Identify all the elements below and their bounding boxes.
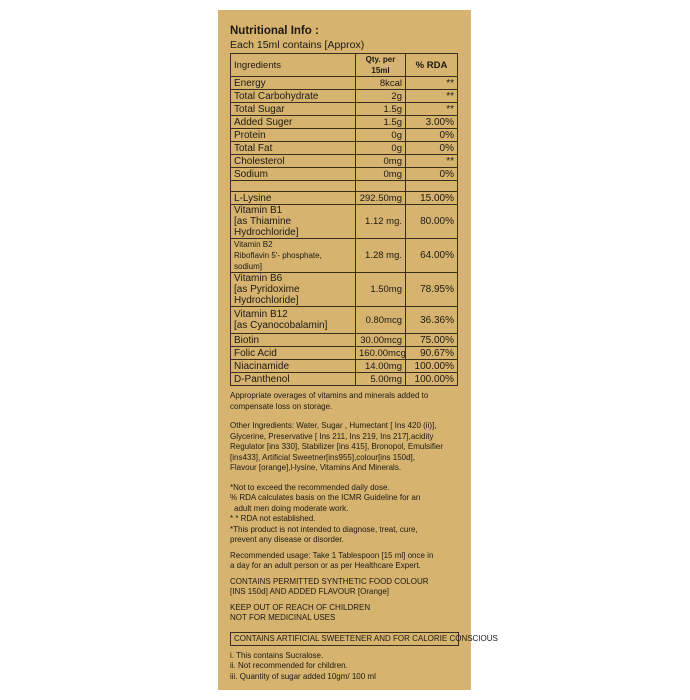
text-line: Flavour [orange],l-lysine, Vitamins And Minerals. — [230, 463, 402, 472]
table-row — [231, 168, 458, 181]
text-line: *This product is not intended to diagnose, treat, cure, — [230, 524, 418, 534]
ingredient-rda: 64.00% — [406, 239, 458, 273]
ingredient-name: Niacinamide — [231, 360, 356, 373]
product-label-panel — [218, 10, 498, 690]
header-qty: Qty. per 15ml — [356, 54, 406, 77]
text-line: Regulator [ins 330], Stabilizer [ins 415], Bronopol, Emulsifier — [230, 442, 443, 451]
text-line: * * RDA not established. — [230, 514, 316, 523]
text-line: adult men doing moderate work. — [234, 503, 349, 513]
ingredient-rda: 100.00% — [406, 360, 458, 373]
table-row — [231, 155, 458, 168]
vitamin-name: Vitamin B1 — [234, 205, 283, 216]
ingredient-qty: 0mg — [356, 155, 406, 168]
serving-size: Each 15ml contains [Approx) — [230, 39, 365, 51]
ingredient-rda: 78.95% — [406, 273, 458, 307]
ingredient-name: Total Sugar — [231, 103, 356, 116]
nutrition-table — [230, 53, 458, 386]
table-row — [231, 373, 458, 386]
ingredient-rda: 0% — [406, 168, 458, 181]
table-row — [231, 116, 458, 129]
ingredient-name: Biotin — [231, 334, 356, 347]
ingredient-rda: 0% — [406, 129, 458, 142]
table-row — [231, 142, 458, 155]
ingredient-qty: 2g — [356, 90, 406, 103]
ingredient-rda: 75.00% — [406, 334, 458, 347]
ingredient-qty: 0.80mcg — [356, 307, 406, 334]
header-ingredients: Ingredients — [231, 54, 356, 77]
spacer-cell — [231, 181, 356, 192]
ingredient-rda: 90.67% — [406, 347, 458, 360]
text-line: [INS 150d] AND ADDED FLAVOUR [Orange] — [230, 587, 390, 596]
ingredient-rda: 80.00% — [406, 205, 458, 239]
text-line: Recommended usage: Take 1 Tablespoon [15 ml] once in — [230, 550, 434, 560]
table-row — [231, 239, 458, 273]
ingredient-qty: 1.5g — [356, 116, 406, 129]
ingredient-name: Energy — [231, 77, 356, 90]
ingredient-rda: ** — [406, 77, 458, 90]
other-ingredients — [230, 421, 463, 474]
ingredient-qty: 5.00mg — [356, 373, 406, 386]
table-row — [231, 307, 458, 334]
table-row — [231, 360, 458, 373]
ingredient-qty: 0g — [356, 129, 406, 142]
table-row — [231, 273, 458, 307]
ingredient-name — [231, 307, 356, 334]
ingredient-rda: ** — [406, 155, 458, 168]
text-line: Glycerine, Preservative [ Ins 211, Ins 219, Ins 217],acidity — [230, 431, 434, 441]
nutrition-table-header — [231, 54, 458, 77]
ingredient-rda: 15.00% — [406, 192, 458, 205]
vitamin-form: [as Thiamine Hydrochloride] — [234, 216, 299, 238]
ingredient-qty: 292.50mg — [356, 192, 406, 205]
ingredient-qty: 0mg — [356, 168, 406, 181]
vitamin-form: [as Pyridoxime Hydrochloride] — [234, 284, 300, 306]
recommended-usage — [230, 551, 463, 572]
text-line: prevent any disease or disorder. — [230, 535, 344, 544]
vitamin-form: Riboflavin 5'- phosphate, sodium] — [234, 251, 322, 271]
table-row — [231, 347, 458, 360]
table-row — [231, 129, 458, 142]
vitamin-form: [as Cyanocobalamin] — [234, 320, 328, 331]
text-line: KEEP OUT OF REACH OF CHILDREN — [230, 602, 371, 612]
dose-notes — [230, 483, 463, 546]
colour-notice — [230, 577, 463, 598]
ingredient-name — [231, 205, 356, 239]
vitamin-name: Vitamin B6 — [234, 273, 283, 284]
ingredient-name: Folic Acid — [231, 347, 356, 360]
text-line: *Not to exceed the recommended daily dose. — [230, 482, 390, 492]
text-line: CONTAINS PERMITTED SYNTHETIC FOOD COLOUR — [230, 576, 429, 586]
ingredient-name: Total Carbohydrate — [231, 90, 356, 103]
text-line: i. This contains Sucralose. — [230, 650, 324, 660]
overages-note — [230, 391, 463, 412]
table-row — [231, 77, 458, 90]
table-row — [231, 205, 458, 239]
table-row — [231, 334, 458, 347]
ingredient-name: Added Suger — [231, 116, 356, 129]
text-line: % RDA calculates basis on the ICMR Guideline for an — [230, 493, 421, 502]
ingredient-name — [231, 273, 356, 307]
vitamin-name: Vitamin B2 — [234, 240, 273, 249]
ingredient-rda: 0% — [406, 142, 458, 155]
nutrition-title: Nutritional Info : — [230, 25, 319, 37]
sweetener-notice: CONTAINS ARTIFICIAL SWEETENER AND FOR CALORIE CONSCIOUS — [230, 632, 459, 646]
spacer-cell — [356, 181, 406, 192]
ingredient-rda: 36.36% — [406, 307, 458, 334]
ingredient-rda: 100.00% — [406, 373, 458, 386]
ingredient-name: D-Panthenol — [231, 373, 356, 386]
ingredient-name: L-Lysine — [231, 192, 356, 205]
warnings — [230, 603, 463, 624]
table-row — [231, 103, 458, 116]
ingredient-qty: 14.00mg — [356, 360, 406, 373]
text-line: compensate loss on storage. — [230, 401, 333, 411]
text-line: Appropriate overages of vitamins and minerals added to — [230, 391, 429, 400]
table-row — [231, 90, 458, 103]
ingredient-name: Total Fat — [231, 142, 356, 155]
text-line: ii. Not recommended for children. — [230, 661, 348, 670]
ingredient-rda: 3.00% — [406, 116, 458, 129]
table-row — [231, 192, 458, 205]
ingredient-rda: ** — [406, 90, 458, 103]
text-line: NOT FOR MEDICINAL USES — [230, 613, 336, 622]
ingredient-qty: 1.5g — [356, 103, 406, 116]
ingredient-qty: 30.00mcg — [356, 334, 406, 347]
text-line: iii. Quantity of sugar added 10gm/ 100 ml — [230, 671, 376, 681]
footnotes — [230, 651, 463, 683]
spacer-cell — [406, 181, 458, 192]
header-rda: % RDA — [406, 54, 458, 77]
ingredient-name — [231, 239, 356, 273]
ingredient-qty: 1.12 mg. — [356, 205, 406, 239]
ingredient-qty: 1.50mg — [356, 273, 406, 307]
ingredient-qty: 160.00mcg — [356, 347, 406, 360]
ingredient-qty: 1.28 mg. — [356, 239, 406, 273]
text-line: Other Ingredients: Water, Sugar , Humectant [ Ins 420 (ii)], — [230, 421, 437, 430]
ingredient-qty: 8kcal — [356, 77, 406, 90]
text-line: [ins433], Artificial Sweetner[ins955],colour[ins 150d], — [230, 452, 415, 462]
ingredient-name: Cholesterol — [231, 155, 356, 168]
ingredient-name: Sodium — [231, 168, 356, 181]
ingredient-rda: ** — [406, 103, 458, 116]
ingredient-name: Protein — [231, 129, 356, 142]
vitamin-name: Vitamin B12 — [234, 309, 288, 320]
text-line: a day for an adult person or as per Healthcare Expert. — [230, 561, 421, 570]
ingredient-qty: 0g — [356, 142, 406, 155]
table-spacer-row — [231, 181, 458, 192]
